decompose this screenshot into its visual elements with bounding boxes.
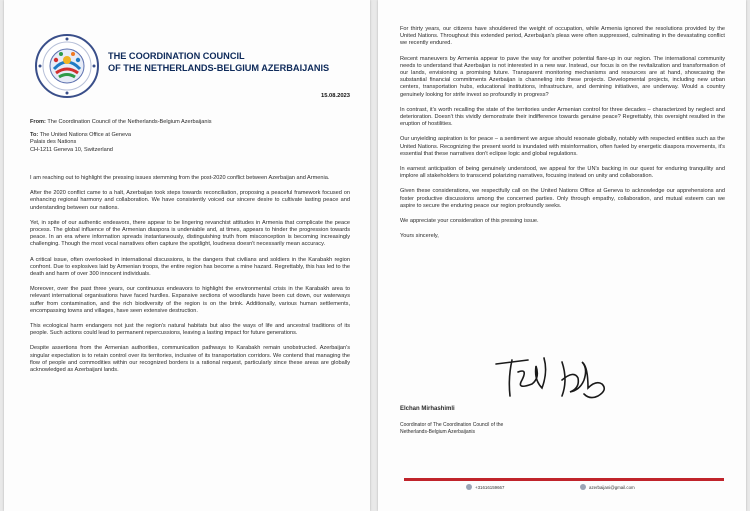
paragraph: Despite assertions from the Armenian authorities, communication pathways to Karabakh remain unobstructed. Azerbaijan's singular expectation is to retain control over its territories, inclusive of its transportation corridors. We contend that managing the flow of people and commodities within our recognized borders is a rational request, particularly since these areas are globally acknowledged as Azerbaijani lands. bbox=[30, 345, 350, 374]
paragraph: In earnest anticipation of being genuinely understood, we appeal for the UN's backing in our quest for enduring tranquility and implore all stakeholders to transcend polarizing narratives, focusing instead on unity and collaboration. bbox=[400, 166, 725, 180]
council-logo-icon bbox=[34, 33, 100, 99]
to-label: To: The United Nations Office at Geneva bbox=[30, 132, 132, 139]
paragraph: We appreciate your consideration of this pressing issue. bbox=[400, 218, 539, 225]
signer-title-line2: Netherlands-Belgium Azerbaijanis bbox=[400, 429, 476, 435]
letter-body-page2 bbox=[400, 26, 725, 240]
address-block bbox=[30, 119, 350, 154]
letter-page-2 bbox=[378, 0, 746, 511]
to-line3: CH-1211 Geneva 10, Switzerland bbox=[30, 146, 113, 153]
letterhead bbox=[34, 33, 354, 103]
paragraph: Moreover, over the past three years, our continuous endeavors to highlight the environmental crisis in the Karabakh area to relevant international organisations have faced hurdles. Expansive sections of woodlands have been cut down, our waterways suffer from contamination, and the rich biodiversity of the region is on the brink. Additionally, various human settlements, encompassing towns and villages, have seen extensive destruction. bbox=[30, 286, 350, 314]
signature-block bbox=[400, 362, 730, 462]
paragraph: Our unyielding aspiration is for peace – a sentiment we argue should resonate globally, notably with respected entities such as the United Nations. Recognizing the present world is inundated with misinformation, often fueled by energetic diaspora movements, it's essential that these narratives don't eclipse logic and global regulations. bbox=[400, 136, 725, 157]
paragraph: I am reaching out to highlight the pressing issues stemming from the post-2020 conflict between Azerbaijan and Armenia. bbox=[30, 175, 330, 181]
phone-icon bbox=[466, 484, 472, 490]
paragraph: Given these considerations, we respectfully call on the United Nations Office at Geneva to acknowledge our apprehensions and foster productive discussions among the concerned parties. Only through empathy, collaboration, and mutual esteem can we aspire to secure the enduring peace our region profoundly seeks. bbox=[400, 188, 725, 209]
paragraph: For thirty years, our citizens have shouldered the weight of occupation, while Armenia ignored the resolutions provided by the United Nations. Throughout this extended period, Azerbaijan's pleas were often suppressed, culminating in the devastating conflict we recently endured. bbox=[400, 26, 725, 47]
footer-phone[interactable]: +31616159667 bbox=[475, 485, 505, 490]
organization-name bbox=[108, 50, 329, 74]
handwritten-signature-icon bbox=[488, 350, 638, 402]
org-name-line1: THE COORDINATION COUNCIL bbox=[108, 51, 245, 61]
paragraph: In contrast, it's worth recalling the state of the territories under Armenian control for three decades – characterized by neglect and deterioration. Doesn't this vividly demonstrate their indifference towards genuine peace? Regrettably, this oversight resulted in the eruption of hostilities. bbox=[400, 106, 725, 128]
paragraph: Yet, in spite of our authentic endeavors, there appear to be lingering revanchist attitudes in Armenia that complicate the peace process. The global influence of the Armenian diaspora is undeniable and, at times, appears to hinder the progression towards peace. In an era where information spreads instantaneously, distinguishing truth from misconception is becoming increasingly challenging. Though the most vocal narratives often capture the spotlight, loudness doesn't necessarily mean accuracy. bbox=[30, 219, 350, 248]
from-label: From: bbox=[30, 119, 46, 125]
closing: Yours sincerely, bbox=[400, 233, 439, 240]
letter-body-page1 bbox=[30, 175, 350, 382]
to-line2: Palais des Nations bbox=[30, 139, 77, 146]
letter-date: 15.08.2023 bbox=[320, 93, 350, 99]
footer-bar bbox=[404, 478, 724, 491]
footer-email[interactable]: azerbaijani@gmail.com bbox=[589, 485, 635, 490]
signer-name: Elchan Mirhashimli bbox=[400, 406, 455, 412]
email-icon bbox=[580, 484, 586, 490]
from-line bbox=[30, 119, 350, 126]
signer-title-line1: Coordinator of The Coordination Council of the bbox=[400, 422, 504, 428]
letter-page-1 bbox=[4, 0, 370, 511]
from-value: The Coordination Council of the Netherlands-Belgium Azerbaijanis bbox=[47, 119, 212, 125]
to-line1: The United Nations Office at Geneva bbox=[39, 132, 132, 139]
paragraph: A critical issue, often overlooked in international discussions, is the dangers that civilians and soldiers in the Karabakh region confront. Due to explosives laid by Armenian troops, the entire region has become a mine hazard. Regrettably, this has led to the death and harm of over 300 innocent individuals. bbox=[30, 256, 350, 278]
paragraph: Recent maneuvers by Armenia appear to pave the way for another potential flare-up in our region. The international community needs to understand that Azerbaijan is not interested in a new war. Instead, our focus is on the revitalization and transformation of our lands, envisioning a promising future. Transparent monitoring mechanisms and resources are at hand, showcasing the substantial financial commitments Azerbaijan is channeling into these projects. Developmental projects, including new urban centers, transportation hubs, educational institutions, infrastructure, and demining initiatives, are underway. Would a country genuinely looking for strife invest so profoundly in progress? bbox=[400, 55, 725, 98]
paragraph: This ecological harm endangers not just the region's natural habitats but also the ways of life and ancestral traditions of its people. Such actions could lead to permanent repercussions, leaving a lasting impact for future generations. bbox=[30, 323, 350, 337]
org-name-line2: OF THE NETHERLANDS-BELGIUM AZERBAIJANIS bbox=[108, 63, 330, 73]
paragraph: After the 2020 conflict came to a halt, Azerbaijan took steps towards reconciliation, proposing a peaceful framework focused on enhancing regional harmony and collaboration. We have consistently voiced our sincere desire to cultivate lasting peace and understanding between our nations. bbox=[30, 190, 350, 211]
